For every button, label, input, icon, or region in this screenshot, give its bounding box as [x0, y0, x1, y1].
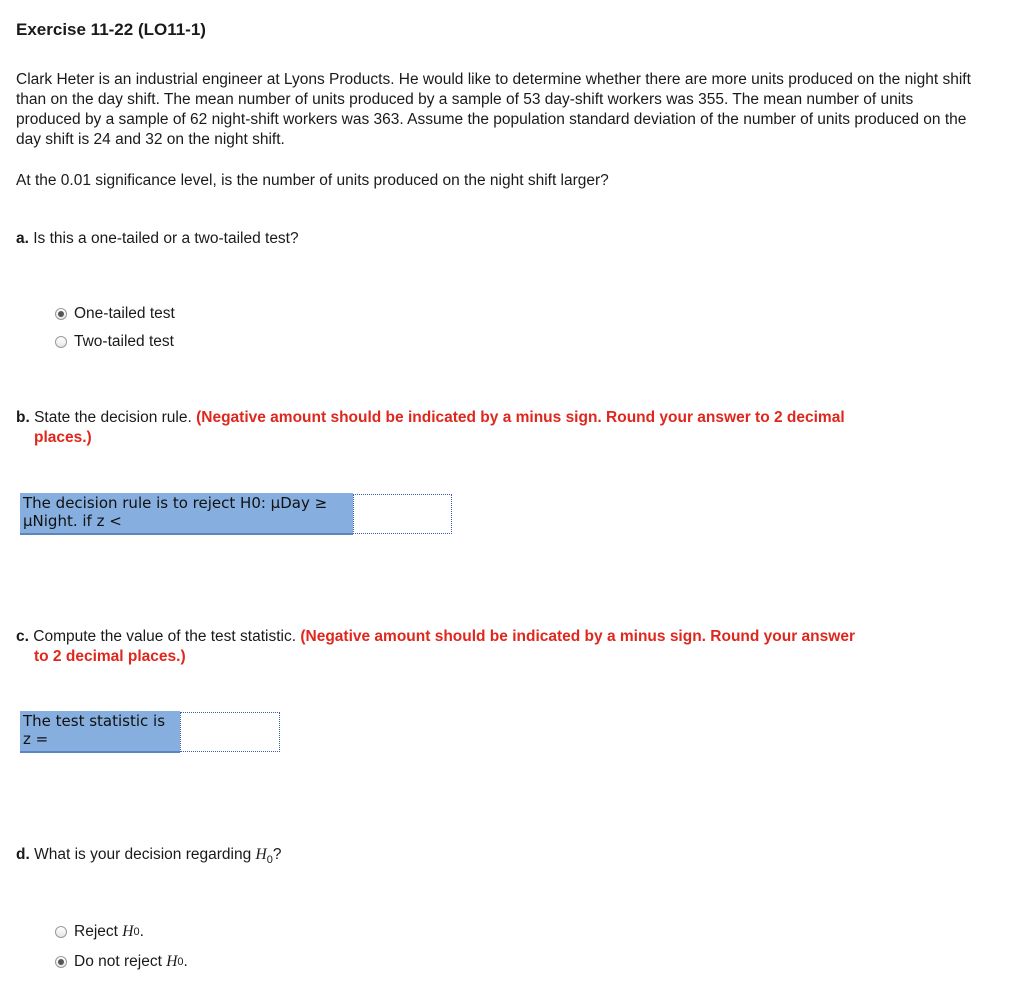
part-c-instruction: (Negative amount should be indicated by a minus sign. Round your answer: [300, 628, 855, 645]
decision-rule-prompt: [20, 493, 353, 535]
part-b-text: State the decision rule.: [34, 409, 192, 426]
option-do-not-reject[interactable]: [55, 951, 188, 973]
test-statistic-input[interactable]: [180, 712, 280, 752]
problem-question: At the 0.01 significance level, is the number of units produced on the night shift larger?: [16, 172, 609, 189]
part-d-text: What is your decision regarding: [34, 846, 252, 863]
option-reject-h: H: [122, 923, 134, 940]
option-one-tailed[interactable]: [55, 303, 175, 325]
exercise-title: Exercise 11-22 (LO11-1): [16, 20, 206, 39]
radio-do-not-reject[interactable]: [55, 956, 67, 968]
part-b-instruction: (Negative amount should be indicated by a minus sign. Round your answer to 2 decimal: [196, 409, 845, 426]
option-do-not-reject-sub: 0: [177, 956, 184, 968]
part-a-question: [16, 229, 299, 249]
part-c-text: Compute the value of the test statistic.: [33, 628, 297, 645]
option-two-tailed-label: Two-tailed test: [74, 333, 174, 350]
decision-rule-line2: μNight. if z <: [23, 512, 122, 530]
test-statistic-prompt: [20, 711, 180, 753]
option-reject-label: Reject: [74, 923, 118, 940]
part-d-question-end: ?: [272, 846, 282, 863]
part-b-instruction-cont: places.): [34, 429, 92, 446]
part-b-question: [16, 408, 976, 448]
part-c-label: c.: [16, 628, 29, 645]
part-a-label: a.: [16, 230, 29, 247]
part-b-label: b.: [16, 409, 30, 426]
problem-paragraph: Clark Heter is an industrial engineer at Lyons Products. He would like to determine whether there are more units produced on the night shift than on the day shift. The mean number of units produced by a sample of 53 day-shift workers was 355. The mean number of units produced by a sample of 62 night-shift workers was 363. Assume the population standard deviation of the number of units produced on the day shift is 24 and 32 on the night shift.: [16, 71, 971, 148]
option-reject[interactable]: [55, 921, 144, 943]
option-do-not-reject-label: Do not reject: [74, 953, 162, 970]
option-do-not-reject-end: .: [183, 953, 188, 970]
part-d-h-symbol: H: [255, 846, 267, 863]
option-two-tailed[interactable]: [55, 331, 174, 353]
part-d-question: [16, 845, 281, 870]
radio-one-tailed[interactable]: [55, 308, 67, 320]
part-c-instruction-cont: to 2 decimal places.): [34, 648, 186, 665]
test-statistic-line2: z =: [23, 730, 49, 748]
part-d-label: d.: [16, 846, 30, 863]
radio-two-tailed[interactable]: [55, 336, 67, 348]
test-statistic-line1: The test statistic is: [23, 712, 166, 730]
part-a-text: Is this a one-tailed or a two-tailed test?: [33, 230, 299, 247]
option-reject-end: .: [139, 923, 144, 940]
decision-rule-line1: The decision rule is to reject H0: μDay ≥: [23, 494, 328, 512]
option-reject-sub: 0: [133, 926, 140, 938]
decision-rule-input[interactable]: [353, 494, 452, 534]
option-one-tailed-label: One-tailed test: [74, 305, 175, 322]
part-d-h-sub: 0: [266, 854, 273, 867]
part-c-question: [16, 627, 976, 667]
radio-reject[interactable]: [55, 926, 67, 938]
option-do-not-reject-h: H: [166, 953, 178, 970]
